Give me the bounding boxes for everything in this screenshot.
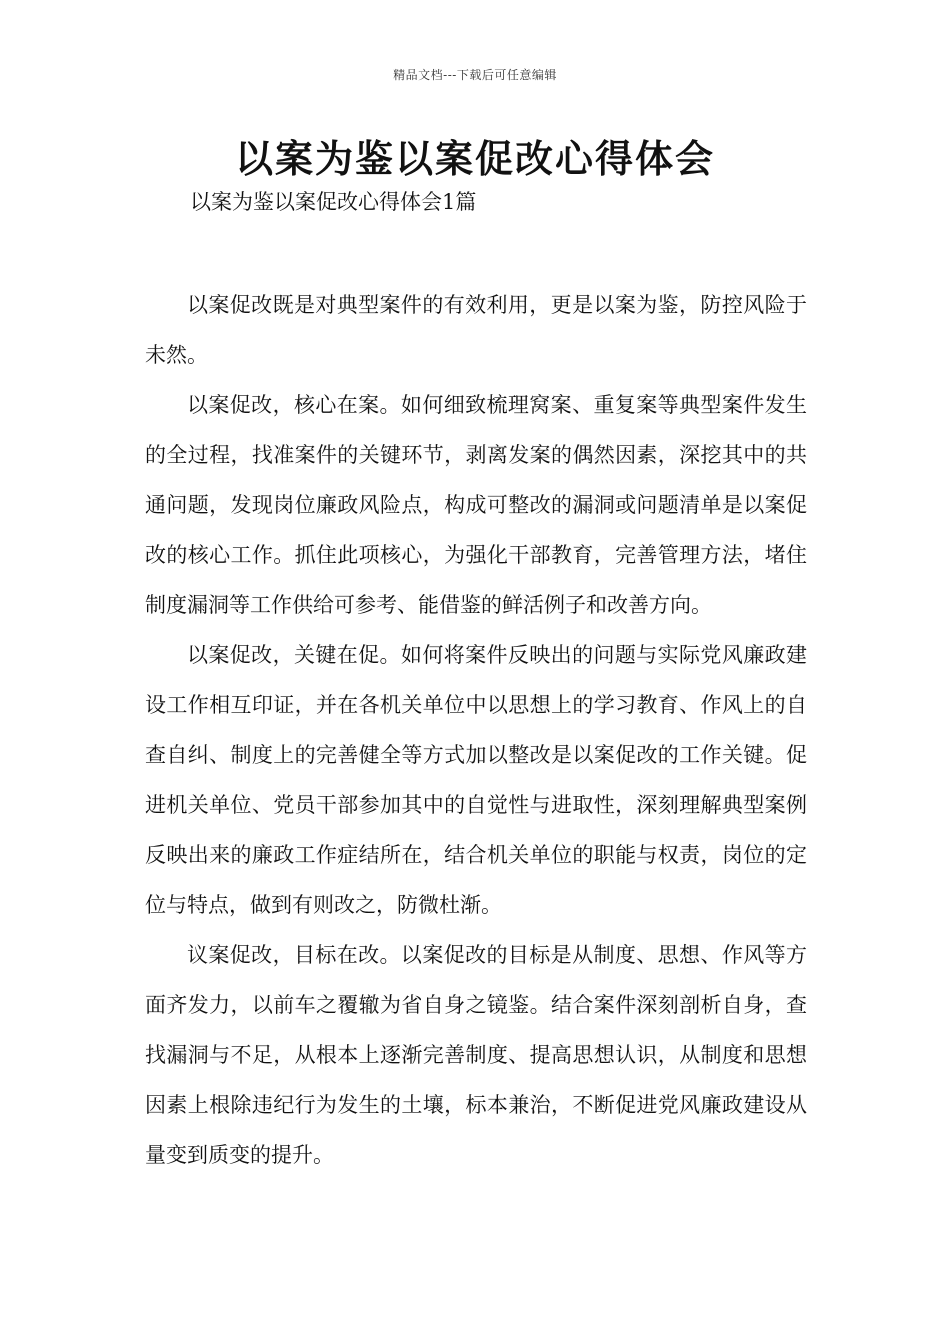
paragraph-4: 议案促改，目标在改。以案促改的目标是从制度、思想、作风等方面齐发力，以前车之覆辙为省自身之镜鉴。结合案件深刻剖析自身，查找漏洞与不足，从根本上逐渐完善制度、提高思想认识，从制度和思想因素上根除违纪行为发生的土壤，标本兼治，不断促进党风廉政建设从量变到质变的提升。 xyxy=(145,943,807,1167)
paragraph-1: 以案促改既是对典型案件的有效利用，更是以案为鉴，防控风险于未然。 xyxy=(145,293,807,367)
paragraph-2: 以案促改，核心在案。如何细致梳理窝案、重复案等典型案件发生的全过程，找准案件的关键环节，剥离发案的偶然因素，深挖其中的共通问题，发现岗位廉政风险点，构成可整改的漏洞或问题清单是以案促改的核心工作。抓住此项核心，为强化干部教育，完善管理方法，堵住制度漏洞等工作供给可参考、能借鉴的鲜活例子和改善方向。 xyxy=(145,393,807,617)
document-body xyxy=(145,280,807,1180)
paragraph-3: 以案促改，关键在促。如何将案件反映出的问题与实际党风廉政建设工作相互印证，并在各机关单位中以思想上的学习教育、作风上的自查自纠、制度上的完善健全等方式加以整改是以案促改的工作关键。促进机关单位、党员干部参加其中的自觉性与进取性，深刻理解典型案例反映出来的廉政工作症结所在，结合机关单位的职能与权责，岗位的定位与特点，做到有则改之，防微杜渐。 xyxy=(145,643,807,917)
document-subtitle: 以案为鉴以案促改心得体会1篇 xyxy=(190,190,477,214)
header-note: 精品文档---下载后可任意编辑 xyxy=(393,68,557,82)
document-title: 以案为鉴以案促改心得体会 xyxy=(234,136,715,181)
